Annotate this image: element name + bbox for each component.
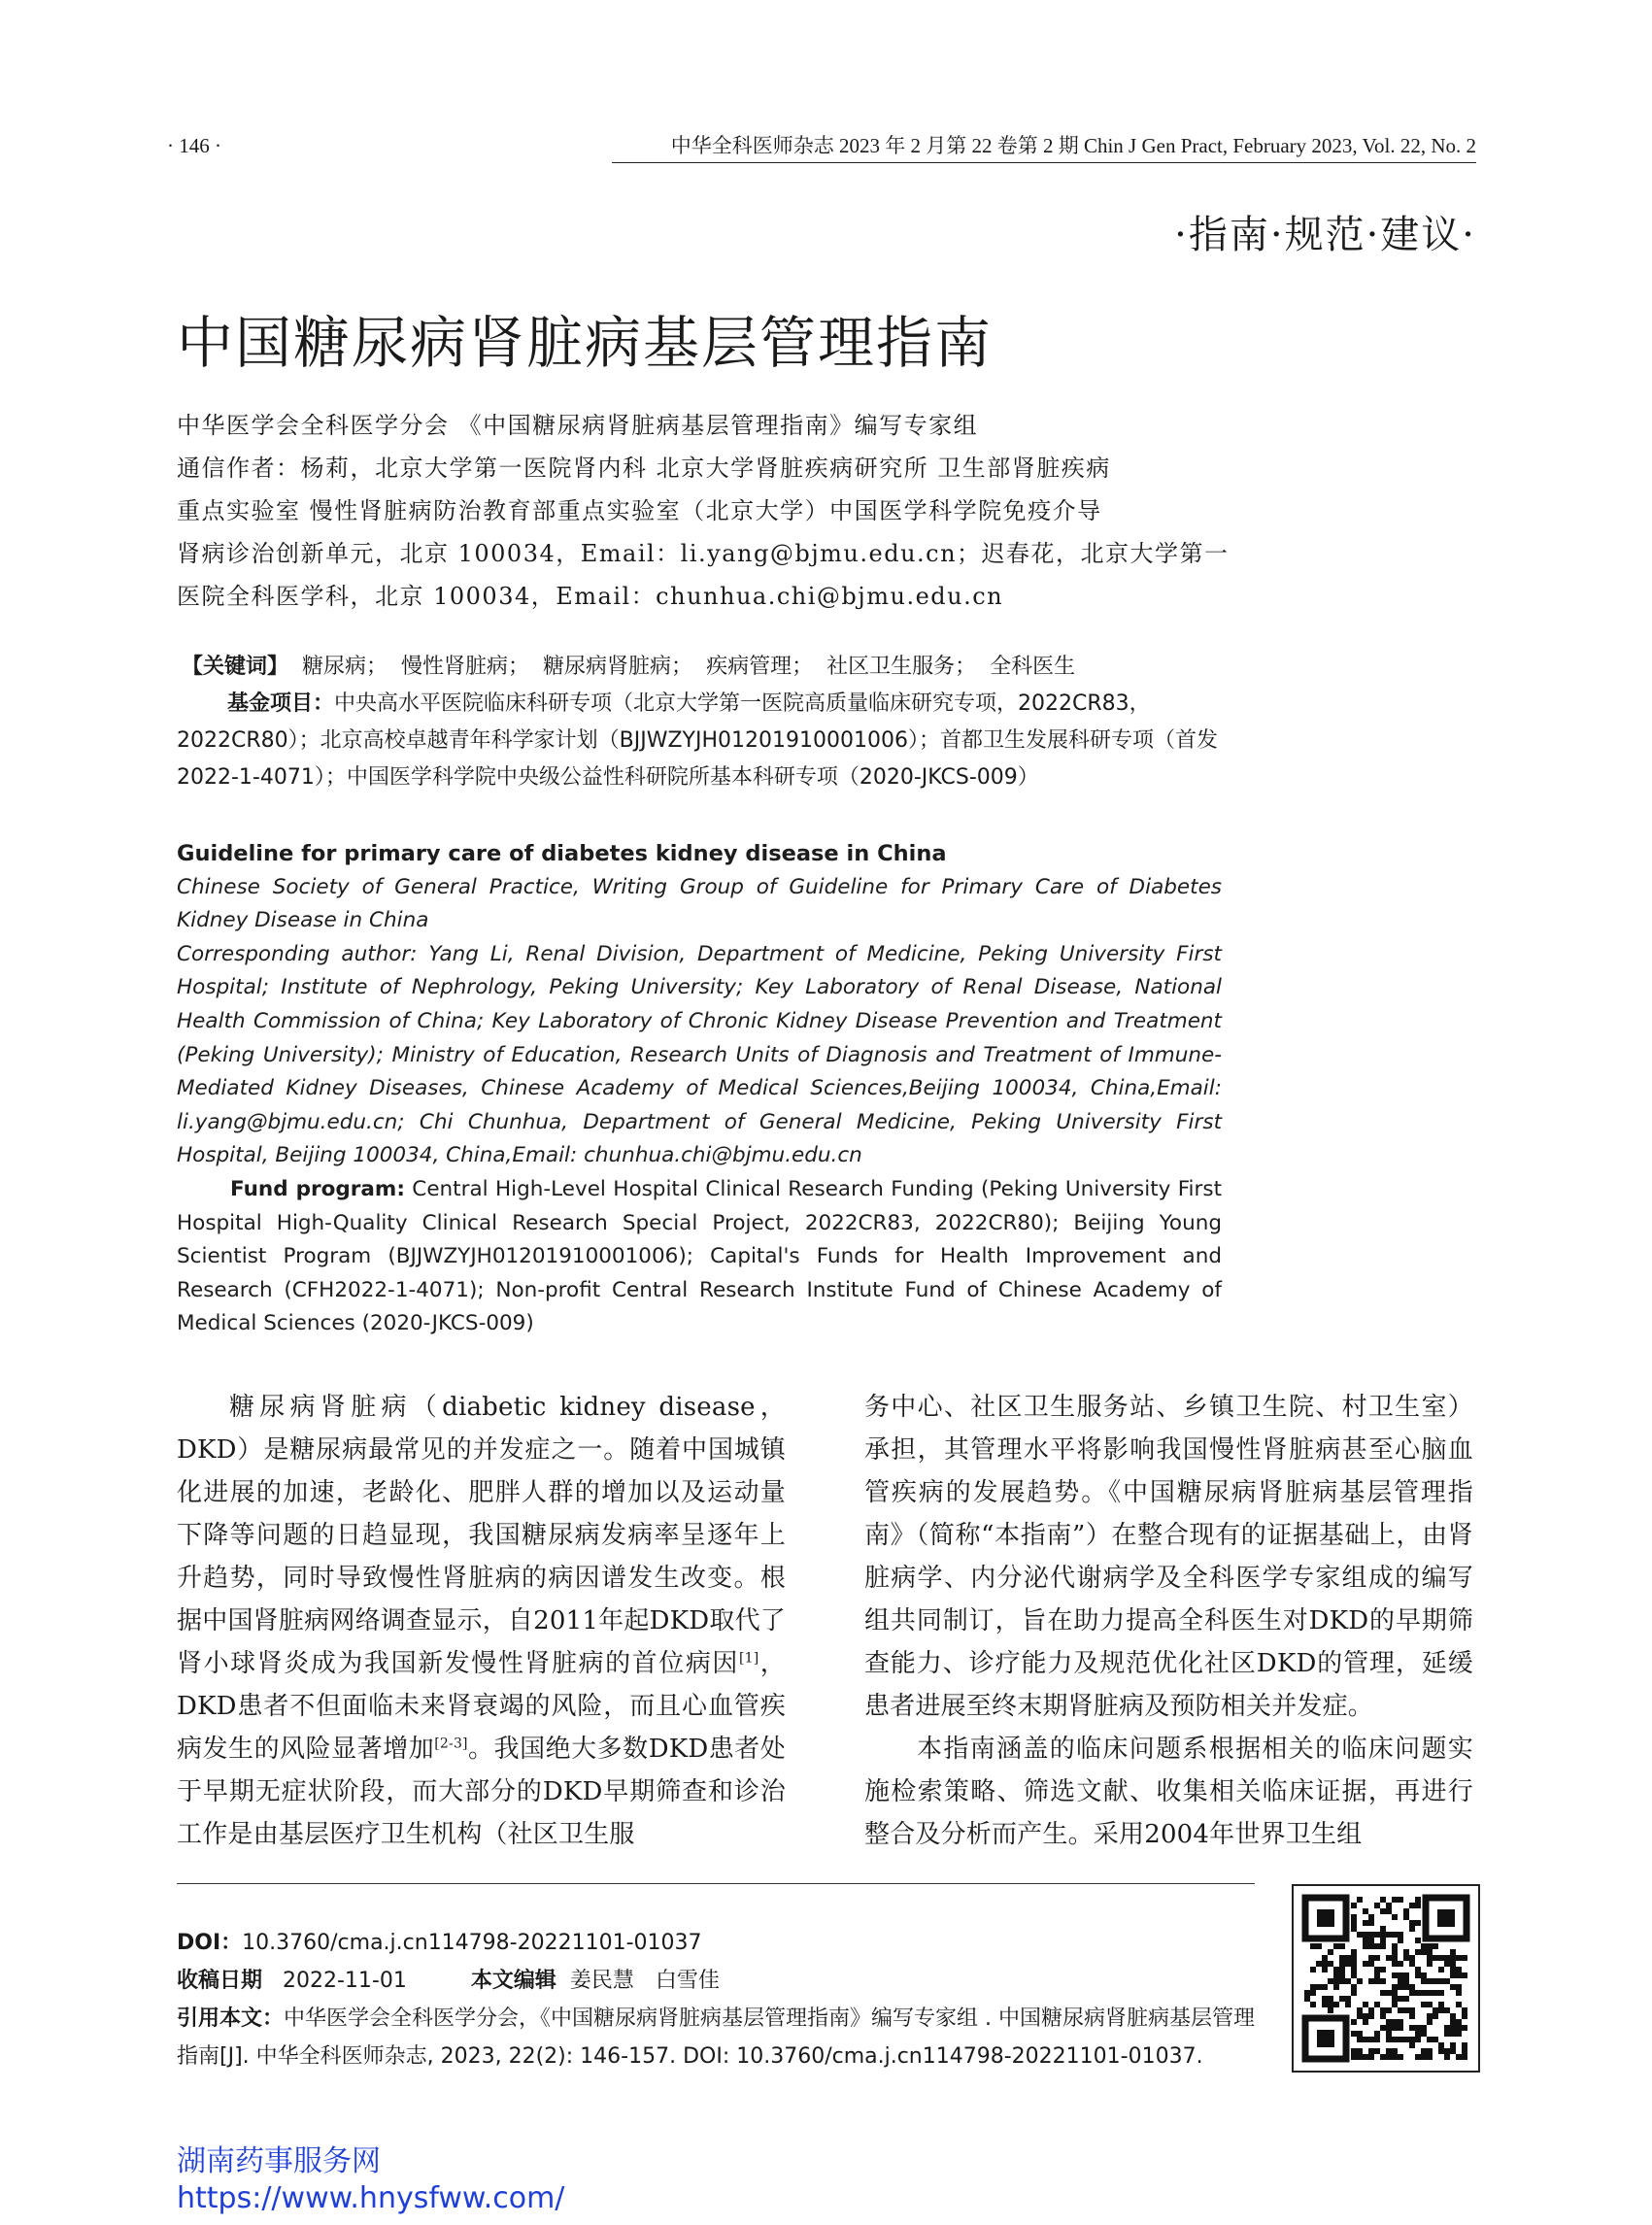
fund-cn-label: 基金项目：: [227, 691, 335, 716]
footer-rule: [177, 1883, 1255, 1884]
keyword: 慢性肾脏病；: [401, 655, 530, 679]
cn-author-line: 医院全科医学科，北京 100034，Email：chunhua.chi@bjmu.edu.cn: [177, 583, 1004, 610]
cn-author-line: 重点实验室 慢性肾脏病防治教育部重点实验室（北京大学）中国医学科学院免疫介导: [177, 497, 1102, 524]
watermark-name: 湖南药事服务网: [177, 2144, 381, 2178]
citation[interactable]: [2-3]: [434, 1736, 468, 1752]
keywords-line: [177, 649, 1226, 686]
fund-cn: [177, 686, 1226, 796]
received-line: [177, 1962, 1255, 2000]
editor-label: 本文编辑: [470, 1969, 556, 1993]
fund-cn-text: 中央高水平医院临床科研专项（北京大学第一医院高质量临床研究专项，2022CR83，2022CR80）；北京高校卓越青年科学家计划（BJJWZYJH01201910001006）；首都卫生发展科研专项（首发2022-1-4071）；中国医学科学院中央级公益性科研院所基本科研专项（2020-JKCS-009）: [177, 691, 1218, 790]
doi-line: [177, 1924, 1255, 1962]
english-fund-text: Central High-Level Hospital Clinical Research Funding (Peking University First Hospital High-Quality Clinical Research Special Project, 2022CR83, 2022CR80); Beijing Young Scientist Program (BJJWZYJH01201910001006); Capital's Funds for Health Improvement and Research (CFH2022-1-4071); Non-profit Central Research Institute Fund of Chinese Academy of Medical Sciences (2020-JKCS-009): [177, 1176, 1222, 1336]
keyword: 糖尿病肾脏病；: [543, 655, 693, 679]
keywords-label: 【关键词】: [182, 655, 289, 679]
footer-block: [177, 1924, 1255, 2075]
keyword: 疾病管理；: [706, 655, 814, 679]
body-column-left: [177, 1386, 786, 1856]
cn-author-line: 肾病诊治创新单元，北京 100034，Email：li.yang@bjmu.edu.cn；迟春花，北京大学第一: [177, 540, 1230, 567]
keywords-block: [177, 649, 1226, 796]
body-paragraph: 本指南涵盖的临床问题系根据相关的临床问题实施检索策略、筛选文献、收集相关临床证据，再进行整合及分析而产生。采用2004年世界卫生组: [864, 1735, 1473, 1849]
english-title: Guideline for primary care of diabetes kidney disease in China: [177, 841, 947, 866]
doi-label: DOI：: [177, 1931, 243, 1955]
body-text: 糖尿病肾脏病（diabetic kidney disease，DKD）是糖尿病最常见的并发症之一。随着中国城镇化进展的加速，老龄化、肥胖人群的增加以及运动量下降等问题的日趋显现，我国糖尿病发病率呈逐年上升趋势，同时导致慢性肾脏病的病因谱发生改变。根据中国肾脏病网络调查显示，自2011年起DKD取代了肾小球肾炎成为我国新发慢性肾脏病的首位病因: [177, 1393, 786, 1678]
cn-author-block: [177, 404, 1230, 618]
english-block: [177, 837, 1222, 1341]
body-text: 。我国绝大多数DKD患者处于早期无症状阶段，而大部分的DKD早期筛查和诊治工作是由基层医疗卫生机构（社区卫生服: [177, 1735, 786, 1849]
journal-header: 中华全科医师杂志 2023 年 2 月第 22 卷第 2 期 Chin J Gen Pract, February 2023, Vol. 22, No. 2: [670, 134, 1476, 157]
cite-label: 引用本文：: [177, 2006, 285, 2031]
keyword: 社区卫生服务；: [826, 655, 977, 679]
doi-link[interactable]: 10.3760/cma.j.cn114798-20221101-01037: [242, 1931, 702, 1955]
cn-author-line: 通信作者：杨莉，北京大学第一医院肾内科 北京大学肾脏疾病研究所 卫生部肾脏疾病: [177, 455, 1111, 482]
page-title: 中国糖尿病肾脏病基层管理指南: [177, 310, 994, 376]
english-fund-label: Fund program:: [230, 1176, 405, 1201]
english-fund: [177, 1173, 1222, 1341]
cite-line: [177, 2000, 1255, 2075]
cn-author-line: 中华医学会全科医学分会 《中国糖尿病肾脏病基层管理指南》编写专家组: [177, 412, 979, 439]
body-column-right: [864, 1386, 1473, 1856]
header-rule: [612, 162, 1476, 163]
body-text: ，DKD患者不但面临未来肾衰竭的风险，而且心血管疾病发生的风险显著增加: [177, 1649, 787, 1764]
body-paragraph: [177, 1386, 786, 1856]
watermark: [177, 2143, 564, 2217]
english-authors: Chinese Society of General Practice, Writing Group of Guideline for Primary Care of Diabetes Kidney Disease in China: [177, 874, 1222, 933]
keyword: 糖尿病；: [302, 655, 388, 679]
english-corresponding: Corresponding author: Yang Li, Renal Division, Department of Medicine, Peking University First Hospital; Institute of Nephrology, Peking University; Key Laboratory of Renal Disease, National Health Commission of China; Key Laboratory of Chronic Kidney Disease Prevention and Treatment (Peking University); Ministry of Education, Research Units of Diagnosis and Treatment of Immune-Mediated Kidney Diseases, Chinese Academy of Medical Sciences,Beijing 100034, China,Email: li.yang@bjmu.edu.cn; Chi Chunhua, Department of General Medicine, Peking University First Hospital, Beijing 100034, China,Email: chunhua.chi@bjmu.edu.cn: [177, 941, 1222, 1168]
editors: 姜民慧 白雪佳: [569, 1969, 720, 1993]
cite-text: 中华医学会全科医学分会，《中国糖尿病肾脏病基层管理指南》编写专家组 . 中国糖尿病肾脏病基层管理指南[J]. 中华全科医师杂志, 2023, 22(2): 146-157. DOI: 10.3760/cma.j.cn114798-20221101-01037.: [177, 2006, 1255, 2069]
qr-code-icon: [1294, 1886, 1478, 2071]
received-date: 2022-11-01: [283, 1969, 407, 1993]
body-paragraph: 务中心、社区卫生服务站、乡镇卫生院、村卫生室）承担，其管理水平将影响我国慢性肾脏病甚至心脑血管疾病的发展趋势。《中国糖尿病肾脏病基层管理指南》（简称“本指南”）在整合现有的证据基础上，由肾脏病学、内分泌代谢病学及全科医学专家组成的编写组共同制订，旨在助力提高全科医生对DKD的早期筛查能力、诊疗能力及规范优化社区DKD的管理，延缓患者进展至终末期肾脏病及预防相关并发症。: [864, 1393, 1473, 1721]
page-number: · 146 ·: [167, 134, 221, 157]
citation[interactable]: [1]: [739, 1650, 759, 1667]
watermark-url[interactable]: https://www.hnysfww.com/: [177, 2181, 565, 2215]
keyword: 全科医生: [990, 655, 1076, 679]
qr-code[interactable]: [1292, 1884, 1480, 2073]
section-label: ·指南·规范·建议·: [1174, 213, 1476, 257]
received-label: 收稿日期: [177, 1969, 263, 1993]
